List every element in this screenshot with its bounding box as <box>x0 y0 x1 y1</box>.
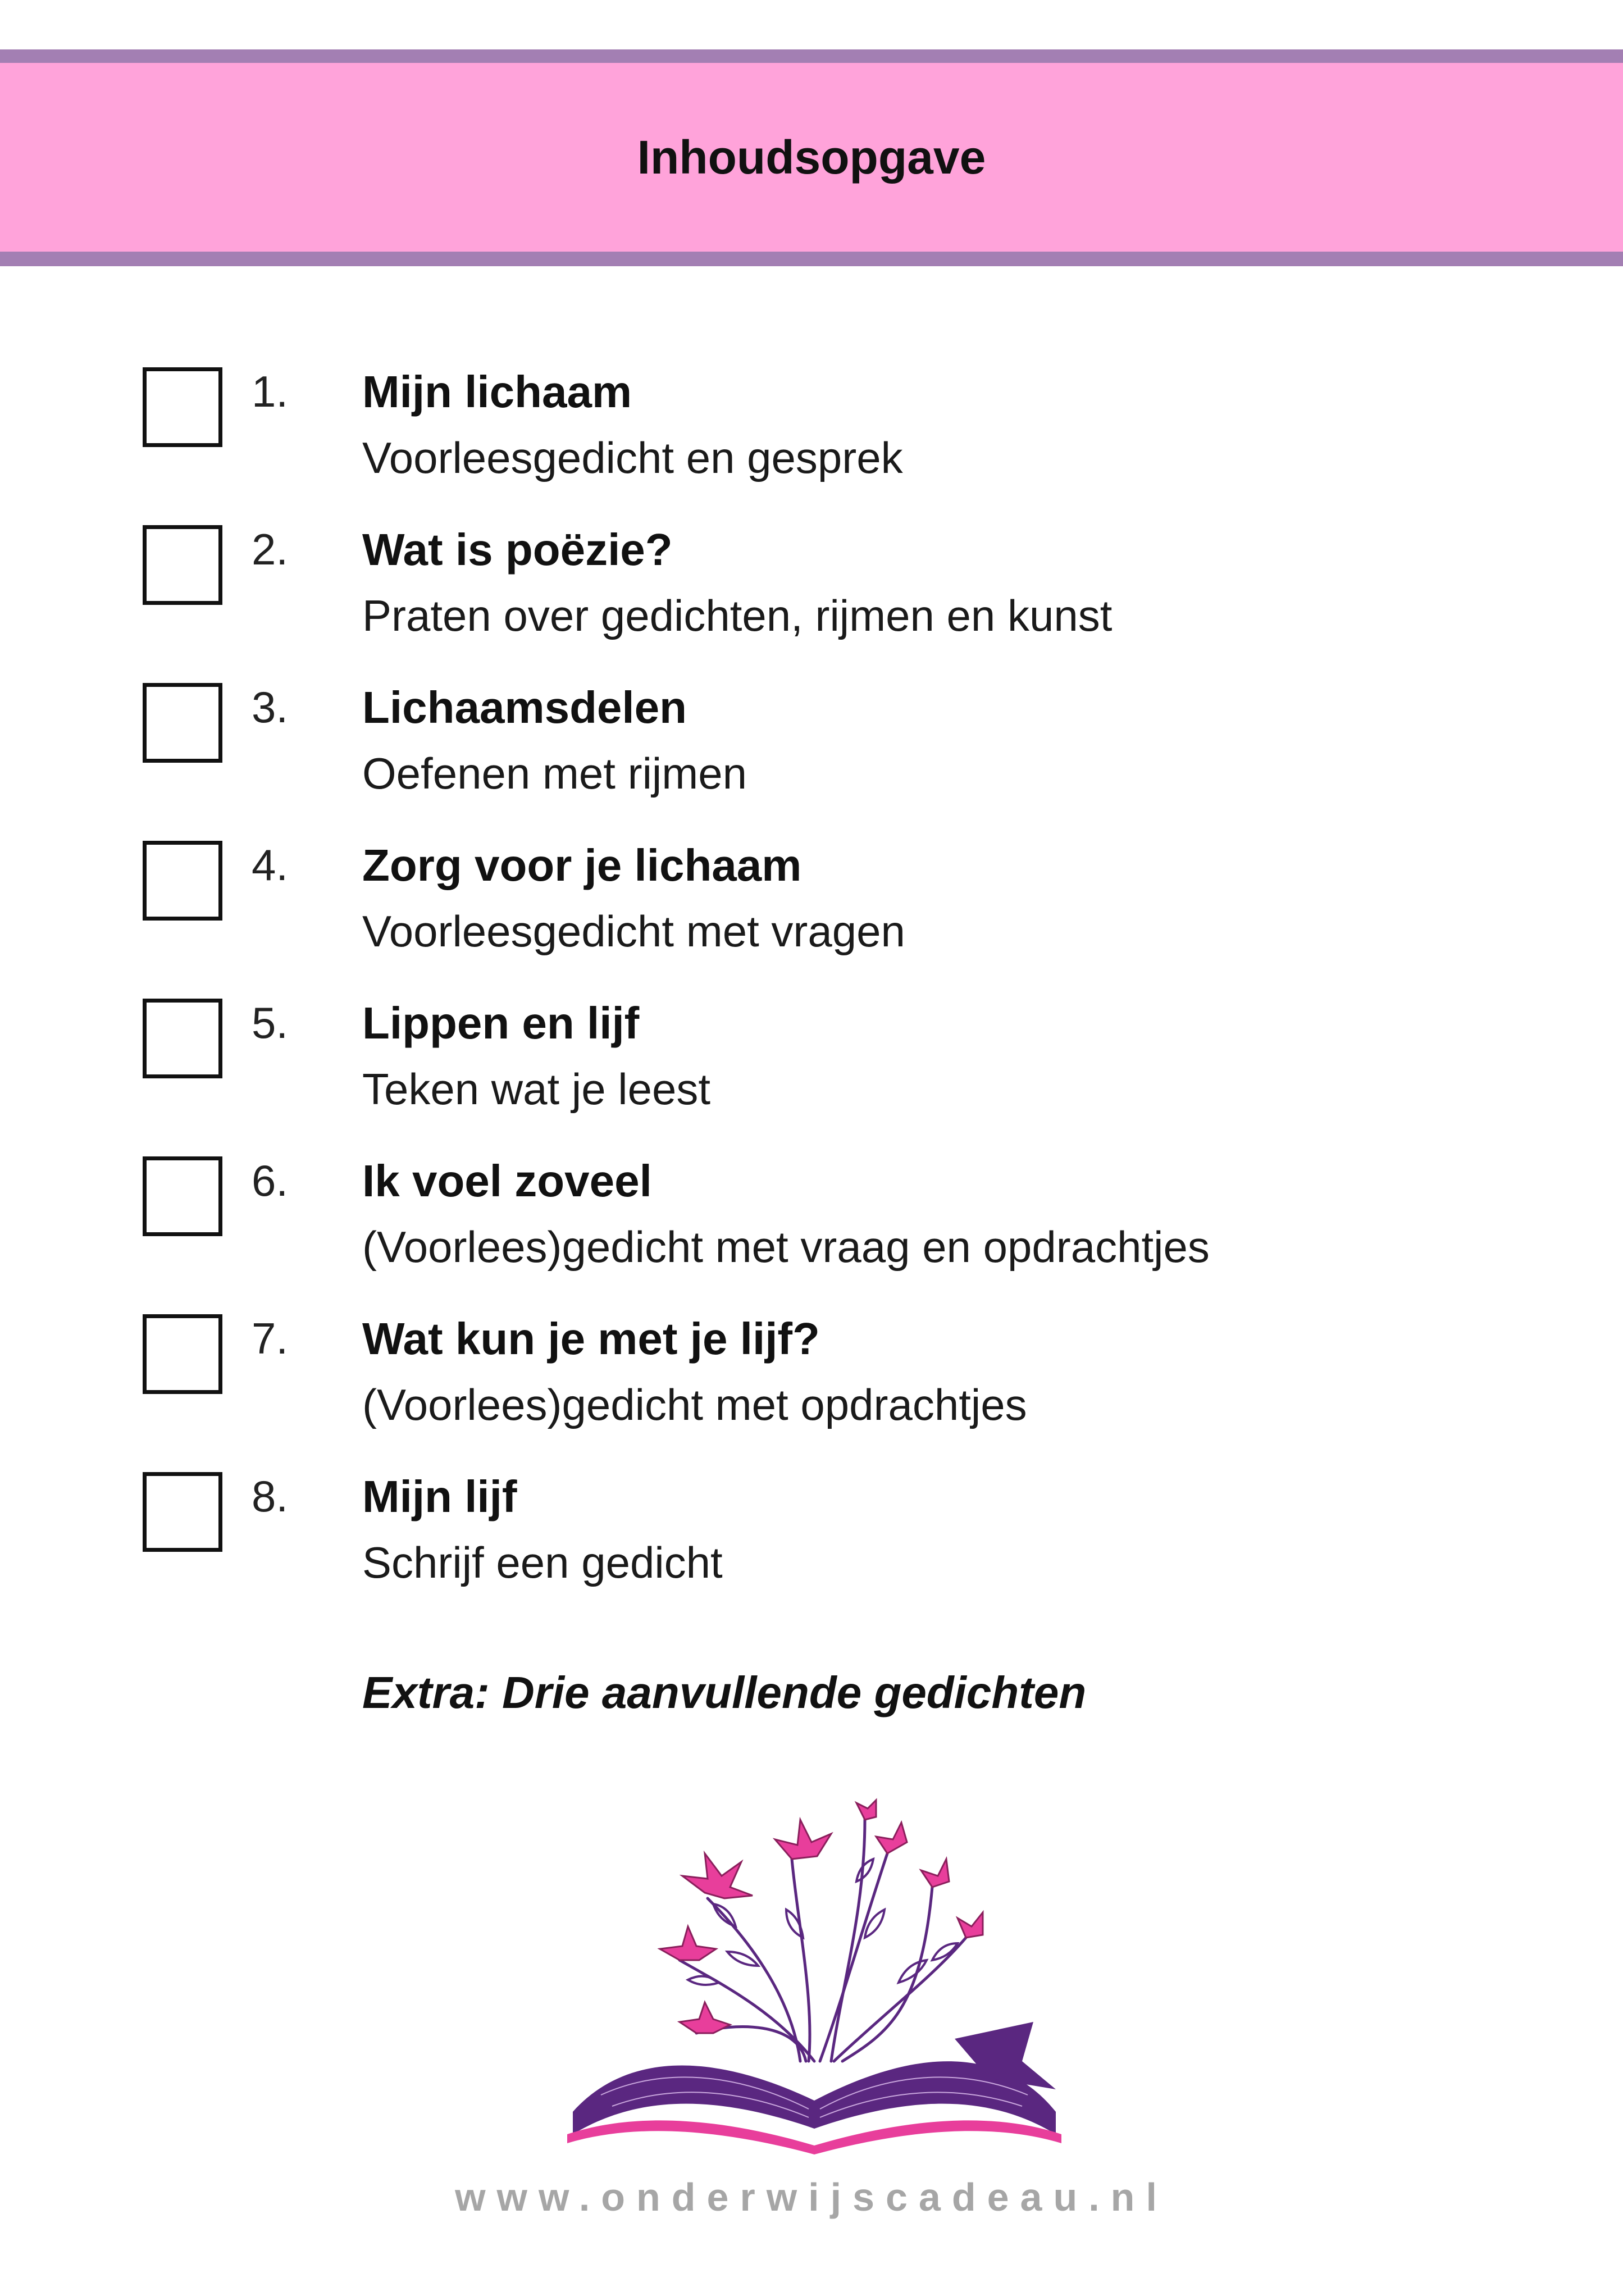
item-title: Lichaamsdelen <box>362 682 687 732</box>
item-title: Ik voel zoveel <box>362 1156 652 1206</box>
checkbox-4[interactable] <box>143 841 222 921</box>
header-band <box>0 63 1623 252</box>
toc-item-2 <box>0 512 1623 669</box>
footer-url: www.onderwijscadeau.nl <box>455 2175 1168 2219</box>
header-bottom-rule <box>0 252 1623 266</box>
extra-note: Extra: Drie aanvullende gedichten <box>362 1668 1087 1718</box>
toc-item-5 <box>0 985 1623 1143</box>
item-subtitle: Voorleesgedicht en gesprek <box>362 433 903 482</box>
item-number: 2. <box>252 525 289 574</box>
item-subtitle: (Voorlees)gedicht met vraag en opdrachtjes <box>362 1222 1210 1272</box>
item-subtitle: Oefenen met rijmen <box>362 749 747 798</box>
checkbox-6[interactable] <box>143 1156 222 1236</box>
item-number: 4. <box>252 840 289 890</box>
checkbox-1[interactable] <box>143 367 222 447</box>
toc-item-3 <box>0 669 1623 827</box>
item-title: Mijn lijf <box>362 1472 517 1521</box>
item-title: Wat kun je met je lijf? <box>362 1314 820 1364</box>
item-subtitle: Schrijf een gedicht <box>362 1538 723 1587</box>
item-number: 6. <box>252 1156 289 1205</box>
header-top-rule <box>0 49 1623 64</box>
book-with-flowers-illustration <box>550 1797 1078 2157</box>
item-subtitle: Teken wat je leest <box>362 1064 711 1114</box>
toc-item-1 <box>0 354 1623 512</box>
item-title: Wat is poëzie? <box>362 525 673 575</box>
table-of-contents <box>0 354 1623 1616</box>
item-title: Mijn lichaam <box>362 367 632 417</box>
checkbox-8[interactable] <box>143 1472 222 1552</box>
page-title: Inhoudsopgave <box>637 130 986 184</box>
item-number: 1. <box>252 367 289 416</box>
checkbox-3[interactable] <box>143 683 222 763</box>
item-title: Zorg voor je lichaam <box>362 840 802 890</box>
item-title: Lippen en lijf <box>362 998 640 1048</box>
toc-item-7 <box>0 1301 1623 1459</box>
toc-item-8 <box>0 1459 1623 1616</box>
item-subtitle: (Voorlees)gedicht met opdrachtjes <box>362 1380 1027 1429</box>
item-subtitle: Praten over gedichten, rijmen en kunst <box>362 591 1113 640</box>
item-number: 7. <box>252 1314 289 1363</box>
item-number: 3. <box>252 682 289 732</box>
toc-item-4 <box>0 827 1623 985</box>
item-number: 5. <box>252 998 289 1047</box>
toc-item-6 <box>0 1143 1623 1301</box>
item-number: 8. <box>252 1472 289 1521</box>
checkbox-2[interactable] <box>143 525 222 605</box>
checkbox-7[interactable] <box>143 1314 222 1394</box>
checkbox-5[interactable] <box>143 999 222 1078</box>
item-subtitle: Voorleesgedicht met vragen <box>362 906 905 956</box>
